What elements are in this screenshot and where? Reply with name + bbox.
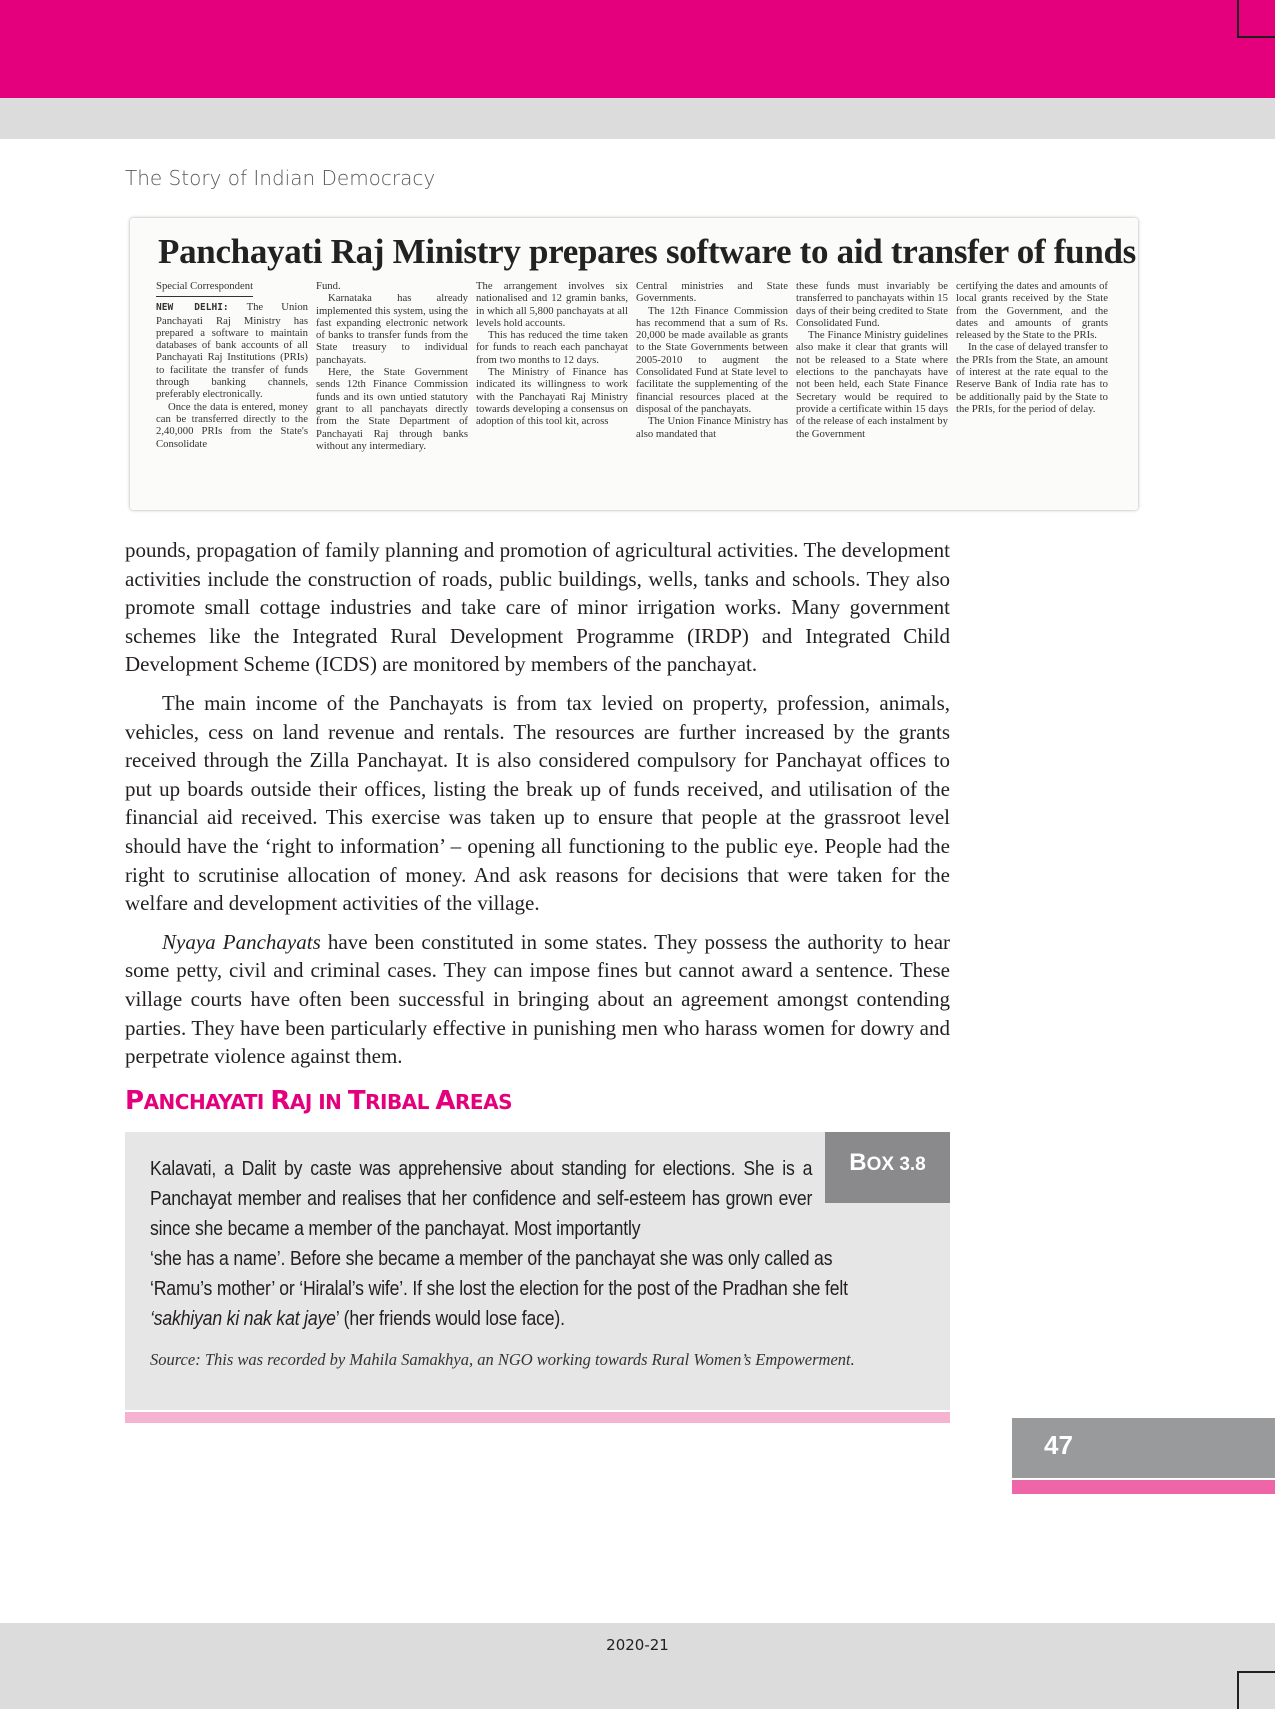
clipping-byline: Special Correspondent — [156, 280, 253, 297]
clipping-paragraph — [476, 329, 628, 366]
clipping-paragraph — [316, 292, 468, 366]
clipping-paragraph — [796, 329, 948, 440]
clipping-dateline: NEW DELHI: — [156, 302, 229, 314]
clipping-text: Karnataka has already implemented this system, using the fast expanding electronic network of banks to transfer funds from the State treasury to individual panchayats. — [316, 292, 468, 366]
box-text-line: ’ (her friends would lose face). — [335, 1306, 565, 1330]
clipping-paragraph — [636, 280, 788, 305]
clipping-text: This has reduced the time taken for funds to reach each panchayat from two months to 12 days. — [476, 329, 628, 366]
header-grey-band — [0, 98, 1275, 139]
clipping-paragraph — [156, 301, 308, 400]
clipping-column — [316, 280, 468, 452]
clipping-text: The Union Panchayati Raj Ministry has prepared a software to maintain databases of bank accounts of all Panchayati Raj Institutions (PRIs) to facilitate the transfer of funds through banking channels, preferably electronically. — [156, 301, 309, 401]
clipping-column — [956, 280, 1108, 452]
clipping-text: The Finance Ministry guidelines also make it clear that grants will not be released to a State where elections to the panchayats have not been held, each State Finance Secretary would be required to provide a certificate within 15 days of the release of each instalment by the Government — [796, 329, 948, 440]
clipping-column — [636, 280, 788, 452]
clipping-text: The 12th Finance Commission has recommend that a sum of Rs. 20,000 be made available as grants to the State Governments between 2005-2010 to augment the Consolidated Fund at State level to facilitate the supplementing of the financial resources placed at the disposal of the panchayats. — [636, 304, 788, 415]
paragraph-text: have been constituted in some states. They possess the authority to hear some petty, civil and criminal cases. They can impose fines but cannot award a sentence. These village courts have often been successful in bringing about an agreement amongst contending parties. They have been particularly effective in punishing men who harass women for dowry and perpetrate violence against them. — [125, 929, 951, 1069]
box-source: Source: This was recorded by Mahila Samakhya, an NGO working towards Rural Women’s Empowerment. — [150, 1349, 855, 1369]
paragraph — [125, 928, 950, 1071]
clipping-column — [156, 280, 308, 452]
crop-mark-top-right — [1237, 0, 1275, 38]
crop-mark-bottom-right — [1237, 1671, 1275, 1709]
clipping-columns — [156, 280, 1112, 452]
box-bottom-bar — [125, 1412, 950, 1423]
clipping-paragraph — [636, 305, 788, 416]
paragraph: The main income of the Panchayats is from tax levied on property, profession, animals, vehicles, cess on land revenue and rentals. The resources are further increased by the grants received through the Zilla Panchayat. It is also considered compulsory for Panchayat offices to put up boards outside their offices, listing the break up of funds received, and utilisation of the financial aid received. This exercise was taken up to ensure that people at the grassroot level should have the ‘right to information’ – opening all functioning to the public eye. People had the right to scrutinise allocation of money. And ask reasons for decisions that were taken for the welfare and development activities of the village. — [125, 690, 950, 916]
box-text-line: Kalavati, a Dalit by caste was apprehensive about standing for elections. She is a Panchayat member and realises that her confidence and self-esteem has grown ever since she became a member of the panchayat. Most importantly — [150, 1156, 813, 1240]
main-column — [125, 218, 1138, 1423]
clipping-paragraph — [956, 280, 1108, 341]
clipping-column — [476, 280, 628, 452]
clipping-paragraph — [316, 280, 468, 292]
clipping-paragraph — [796, 280, 948, 329]
clipping-text: In the case of delayed transfer to the PRIs from the State, an amount of interest at the rate equal to the Reserve Bank of India rate has to be additionally paid by the State to the PRIs, for the period of delay. — [956, 341, 1108, 415]
clipping-text: these funds must invariably be transferred to panchayats within 15 days of their being credited to State Consolidated Fund. — [796, 280, 948, 329]
clipping-text: Once the data is entered, money can be transferred directly to the 2,40,000 PRIs from the State's Consolidate — [156, 400, 308, 450]
clipping-text: certifying the dates and amounts of local grants received by the State from the Government, and the dates and amounts of grants released by the State to the PRIs. — [956, 280, 1108, 342]
box-text — [150, 1154, 898, 1334]
box-text-line: ‘she has a name’. Before she became a member of the panchayat she was only called as ‘Ramu’s mother’ or ‘Hiralal’s wife’. If she lost the election for the post of the Pradhan she felt — [150, 1246, 848, 1300]
clipping-paragraph — [636, 415, 788, 440]
newspaper-clipping — [130, 218, 1138, 510]
clipping-paragraph — [476, 366, 628, 427]
running-title: The Story of Indian Democracy — [125, 166, 436, 190]
box-label: BOX 3.8 — [825, 1132, 950, 1203]
footer-year: 2020-21 — [606, 1636, 669, 1654]
clipping-paragraph — [316, 366, 468, 452]
box-3-8 — [125, 1132, 950, 1410]
clipping-headline: Panchayati Raj Ministry prepares software to aid transfer of funds — [158, 232, 1136, 271]
clipping-text: The Ministry of Finance has indicated its willingness to work with the Panchayati Raj Ministry towards developing a consensus on adoption of this tool kit, across — [476, 366, 628, 428]
clipping-text: Here, the State Government sends 12th Finance Commission funds and its own untied statutory grant to all panchayats directly from the State Department of Panchayati Raj through banks without any intermediary. — [316, 366, 468, 452]
header-band — [0, 0, 1275, 98]
term-italic: Nyaya Panchayats — [162, 929, 321, 954]
body-text — [125, 536, 950, 1071]
page-number: 47 — [1012, 1418, 1275, 1478]
clipping-paragraph — [956, 341, 1108, 415]
paragraph: pounds, propagation of family planning and promotion of agricultural activities. The development activities include the construction of roads, public buildings, wells, tanks and schools. They also promote small cottage industries and take care of minor irrigation works. Many government schemes like the Integrated Rural Development Programme (IRDP) and Integrated Child Development Scheme (ICDS) are monitored by members of the panchayat. — [125, 538, 950, 677]
page-number-stripe — [1012, 1480, 1275, 1494]
box-italic-phrase: ‘sakhiyan ki nak kat jaye — [150, 1306, 336, 1330]
clipping-text: Central ministries and State Governments. — [636, 280, 788, 305]
section-heading: PANCHAYATI RAJ IN TRIBAL AREAS — [125, 1085, 512, 1116]
clipping-text: The arrangement involves six nationalised and 12 gramin banks, in which all 5,800 panchayats at all levels hold accounts. — [476, 280, 628, 329]
clipping-text: Fund. — [316, 280, 341, 292]
clipping-paragraph — [156, 401, 308, 450]
clipping-text: The Union Finance Ministry has also mandated that — [636, 415, 788, 440]
clipping-column — [796, 280, 948, 452]
clipping-paragraph — [476, 280, 628, 329]
